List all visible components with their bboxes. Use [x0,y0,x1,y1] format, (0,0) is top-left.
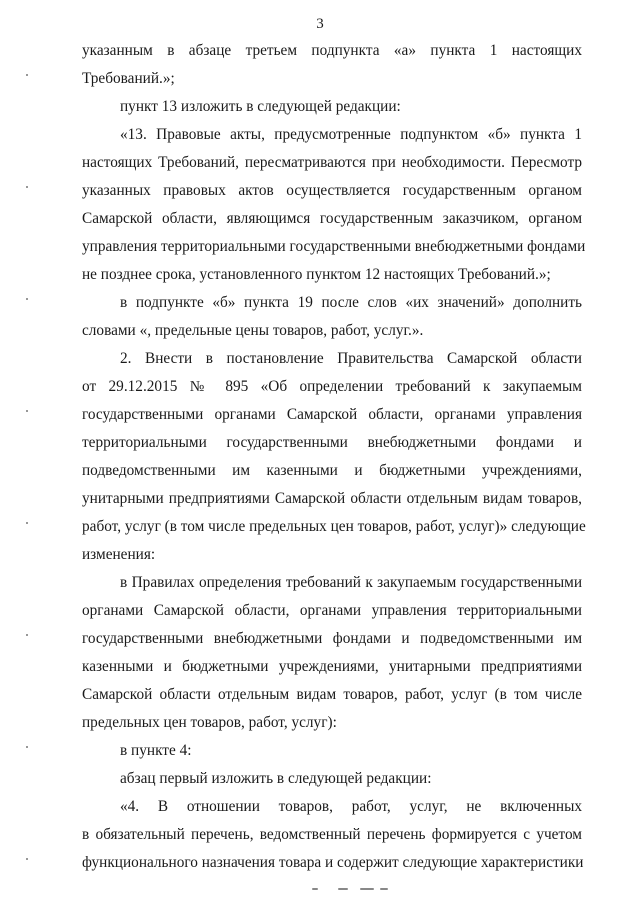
text-line: указанных правовых актов осуществляется государственным органом [82,182,582,199]
scan-speck [360,888,374,890]
text-line: не позднее срока, установленного пунктом 12 настоящих Требований.»; [82,266,551,283]
text-line: указанным в абзаце третьем подпункта «а» пункта 1 настоящих [82,42,582,59]
page-number: 3 [316,16,324,32]
text-line: в подпункте «б» пункта 19 после слов «их значений» дополнить [120,294,582,311]
scan-speck [26,74,28,76]
text-line: территориальными государственными внебюджетными фондами и [82,434,582,451]
text-line: функционального назначения товара и содержит следующие характеристики [82,854,584,871]
text-line: в Правилах определения требований к закупаемым государственными [120,574,582,591]
scan-speck [26,634,28,636]
text-line: органами Самарской области, органами управления территориальными [82,602,582,619]
text-line: словами «, предельные цены товаров, работ, услуг.». [82,322,424,339]
text-line: в пункте 4: [120,742,192,759]
scan-speck [380,888,388,890]
text-line: предельных цен товаров, работ, услуг): [82,714,337,731]
text-line: государственными органами Самарской области, органами управления [82,406,582,423]
text-line: Требований.»; [82,70,175,87]
text-line: в обязательный перечень, ведомственный перечень формируется с учетом [82,826,582,843]
text-line: пункт 13 изложить в следующей редакции: [120,98,401,115]
text-line: казенными и бюджетными учреждениями, унитарными предприятиями [82,658,582,675]
text-line: государственными внебюджетными фондами и подведомственными им [82,630,582,647]
scan-speck [26,858,28,860]
scan-speck [26,522,28,524]
text-line: унитарными предприятиями Самарской области отдельным видам товаров, [82,490,582,507]
scan-speck [26,298,28,300]
text-line: «13. Правовые акты, предусмотренные подпунктом «б» пункта 1 [120,126,582,143]
text-line: работ, услуг (в том числе предельных цен товаров, работ, услуг)» следующие [82,518,586,535]
text-line: «4. В отношении товаров, работ, услуг, не включенных [120,798,582,815]
text-line: от 29.12.2015 № 895 «Об определении требований к закупаемым [82,378,582,395]
scan-speck [26,410,28,412]
text-line: изменения: [82,546,156,563]
text-line: настоящих Требований, пересматриваются при необходимости. Пересмотр [82,154,582,171]
text-line: 2. Внести в постановление Правительства Самарской области [120,350,582,367]
scan-speck [26,746,28,748]
scan-speck [26,186,28,188]
scan-speck [338,888,348,890]
scan-speck [312,888,318,890]
text-line: управления территориальными государственными внебюджетными фондами [82,238,586,255]
text-line: абзац первый изложить в следующей редакции: [120,770,432,787]
text-line: Самарской области отдельным видам товаров, работ, услуг (в том числе [82,686,582,703]
text-line: подведомственными им казенными и бюджетными учреждениями, [82,462,582,479]
text-line: Самарской области, являющимся государственным заказчиком, органом [82,210,582,227]
